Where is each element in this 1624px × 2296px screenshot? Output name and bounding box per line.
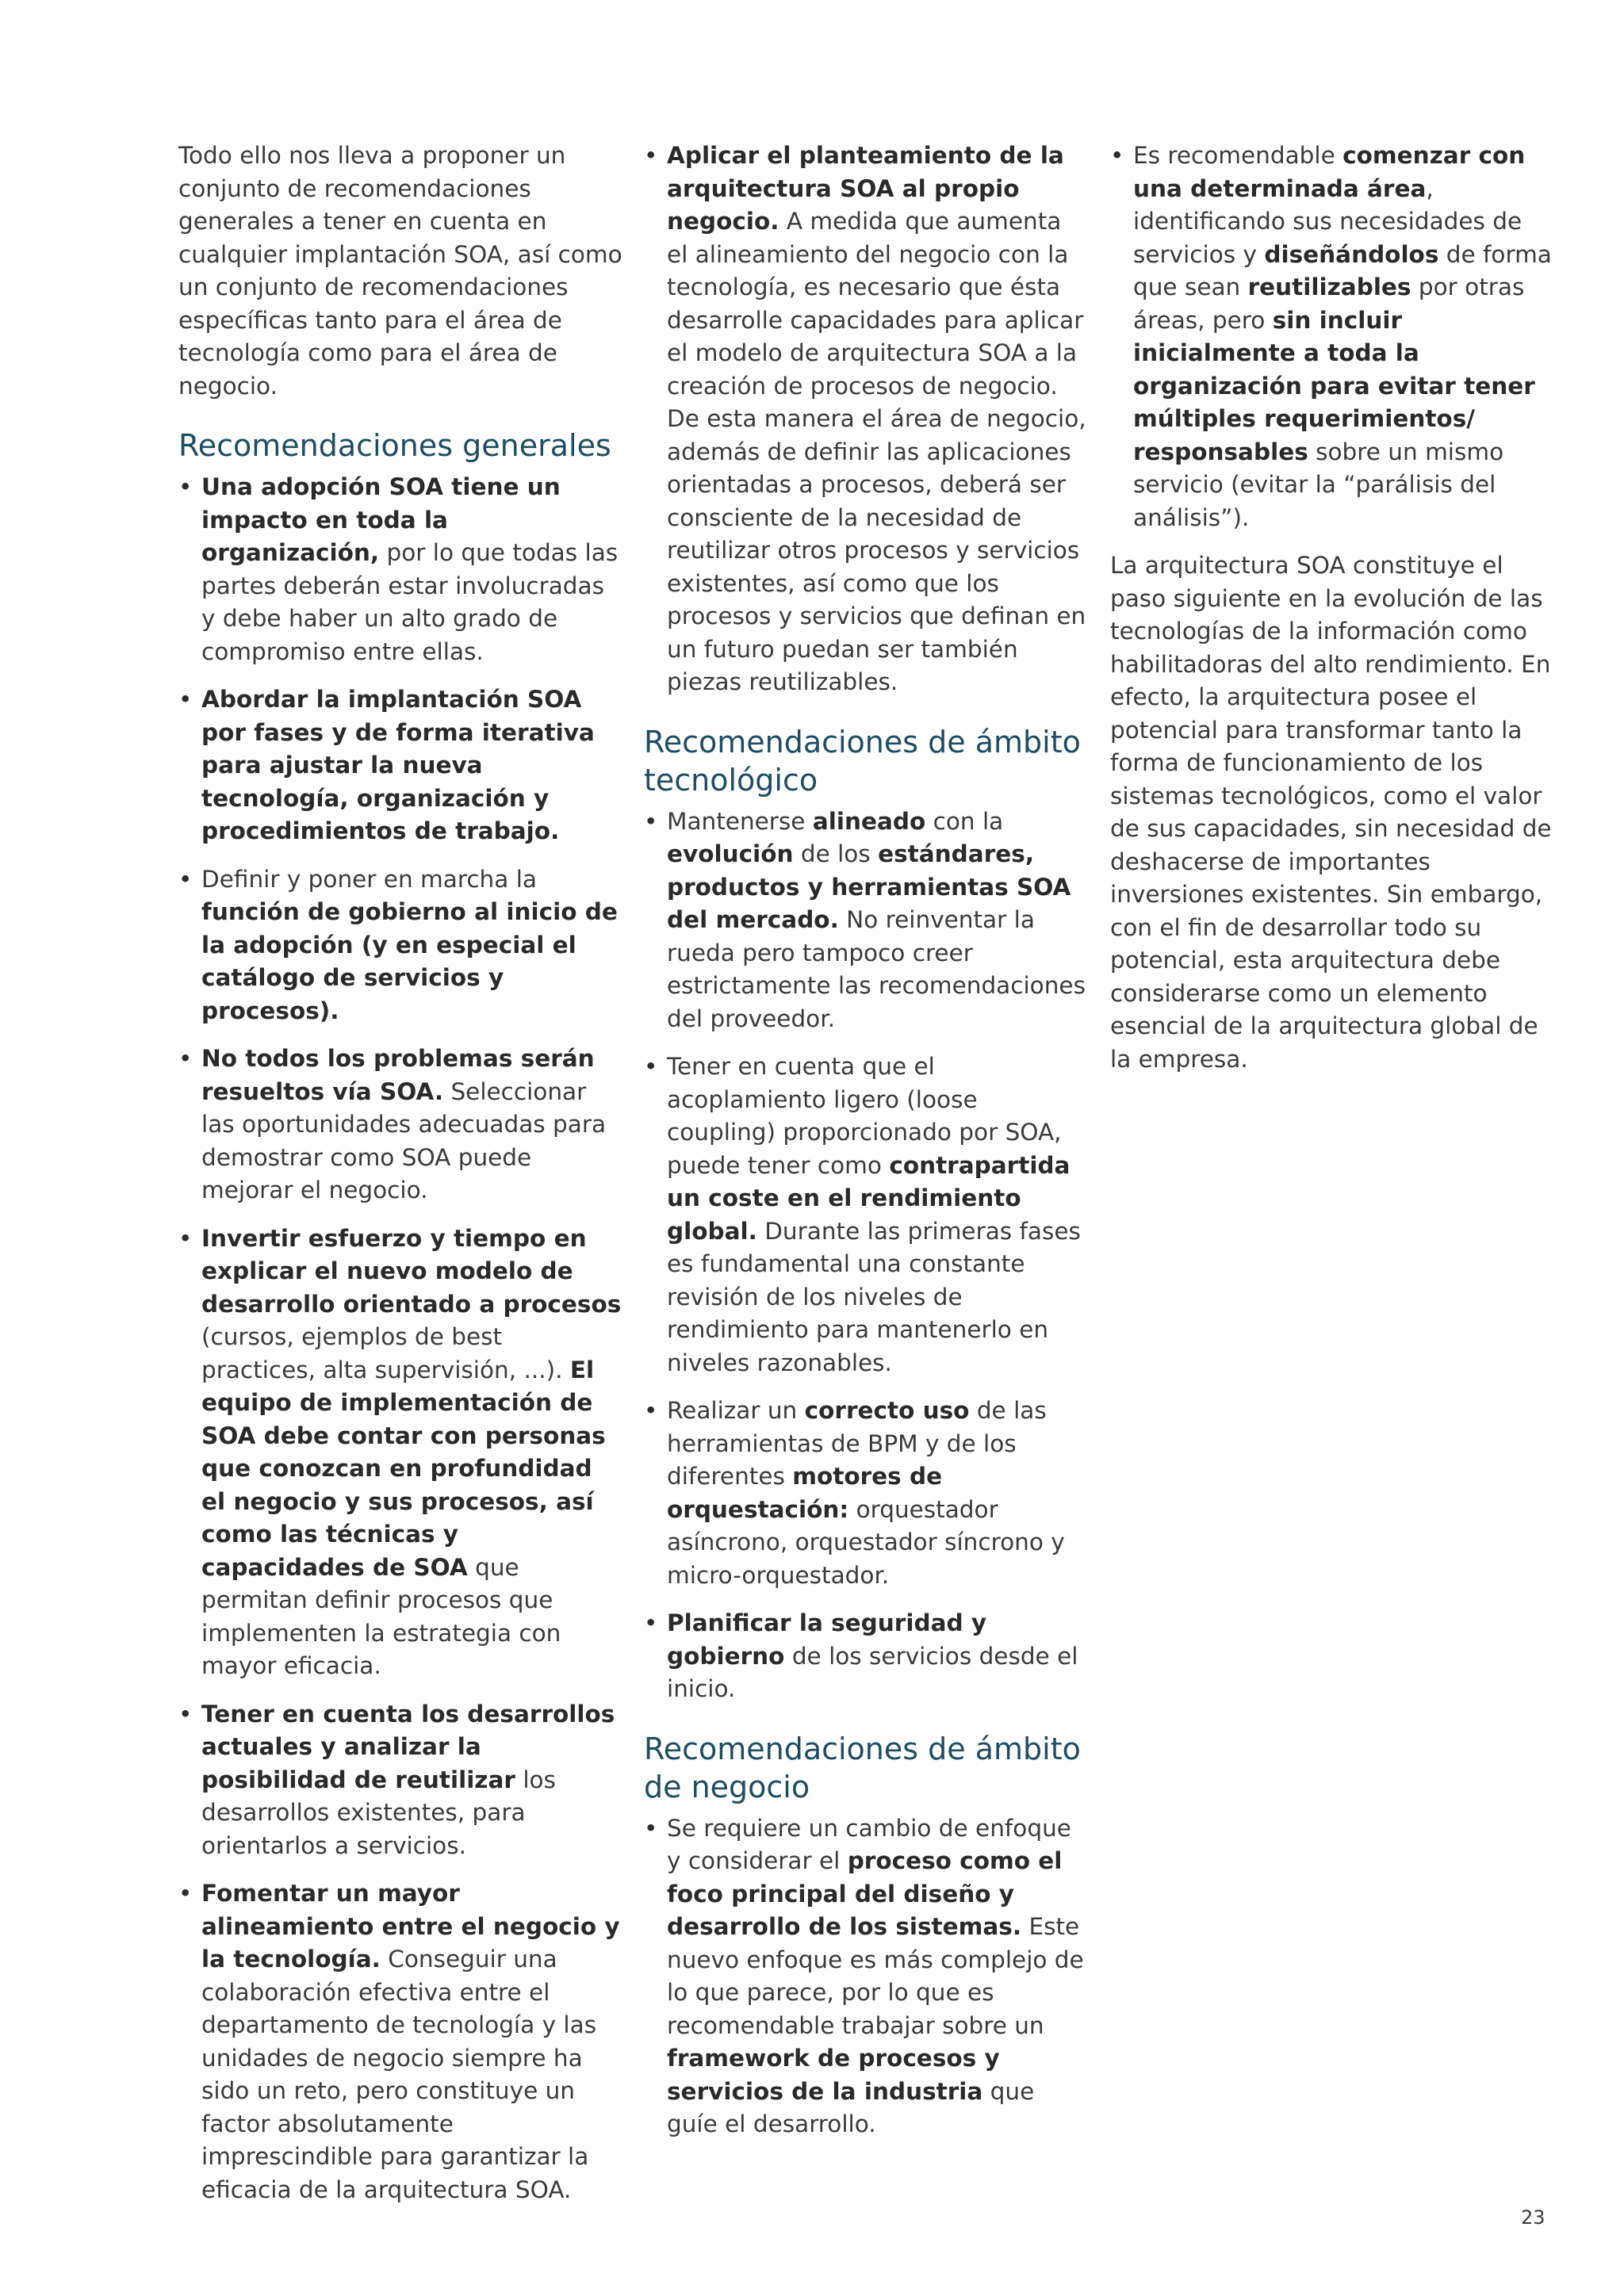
- text: que guíe el desarrollo.: [667, 2077, 1035, 2137]
- conclusion-paragraph: [1110, 549, 1554, 1076]
- business-recommendation-item: [1110, 140, 1554, 534]
- business-recommendation-item: [644, 1812, 1088, 2141]
- column-right: [1110, 140, 1554, 1089]
- bold-text: El equipo de implementación de SOA debe contar con personas que conozcan en profundidad el negocio y sus procesos, así como las técnicas y capacidades de SOA: [201, 1356, 606, 1581]
- text: , identificando sus necesidades de servicios y: [1133, 174, 1522, 268]
- text: Todo ello nos lleva a proponer un conjunto de recomendaciones generales a tener en cuenta en cualquier implantación SOA, así como un conjunto de recomendaciones específicas tanto para el área de tecnología como para el área de negocio.: [178, 142, 622, 400]
- general-recommendation-item: [178, 1223, 622, 1683]
- bold-text: contrapartida un coste en el rendimiento global.: [667, 1151, 1071, 1245]
- bold-text: motores de orquestación:: [667, 1463, 943, 1523]
- general-recommendation-item: [178, 1043, 622, 1207]
- text: A medida que aumenta el alineamiento del negocio con la tecnología, es necesario que ésta desarrolle capacidades para aplicar el modelo de arquitectura SOA a la creación de procesos de negocio. De esta manera el área de negocio, además de definir las aplicaciones orientadas a procesos, deberá ser consciente de la necesidad de reutilizar otros procesos y servicios existentes, así como que los procesos y servicios que definan en un futuro puedan ser también piezas reutilizables.: [667, 208, 1086, 695]
- text: orquestador asíncrono, orquestador síncrono y micro-orquestador.: [667, 1495, 1065, 1589]
- bold-text: Aplicar el planteamiento de la arquitectura SOA al propio negocio.: [667, 142, 1064, 235]
- bold-text: alineado: [812, 807, 926, 835]
- general-recommendation-item: [178, 863, 622, 1028]
- bold-text: correcto uso: [804, 1397, 970, 1424]
- bullet-icon: •: [644, 1397, 658, 1424]
- heading-technology-recommendations: Recomendaciones de ámbito tecnológico: [644, 724, 1081, 798]
- bold-text: comenzar con una determinada área: [1133, 142, 1526, 202]
- bullet-icon: •: [644, 1609, 658, 1636]
- heading-general-recommendations: Recomendaciones generales: [178, 428, 611, 463]
- page-number: 23: [1521, 2206, 1545, 2229]
- technology-recommendation-item: [644, 1607, 1088, 1706]
- heading-business-recommendations: Recomendaciones de ámbito de negocio: [644, 1731, 1081, 1804]
- bullet-icon: •: [644, 1814, 658, 1842]
- bold-text: estándares, productos y herramientas SOA del mercado.: [667, 840, 1071, 933]
- bullet-icon: •: [178, 473, 193, 500]
- intro-paragraph: [178, 140, 622, 403]
- bold-text: proceso como el foco principal del diseño y desarrollo de los sistemas.: [667, 1847, 1063, 1940]
- bullet-icon: •: [178, 1045, 193, 1072]
- bullet-icon: •: [178, 686, 193, 713]
- general-recommendation-item: [178, 1877, 622, 2206]
- bullet-icon: •: [178, 1700, 193, 1728]
- general-recommendation-item: [178, 683, 622, 848]
- text: que permitan definir procesos que implementen la estrategia con mayor eficacia.: [201, 1553, 561, 1679]
- general-recommendation-item: [178, 1698, 622, 1863]
- text: Definir y poner en marcha la: [201, 865, 537, 893]
- technology-recommendation-item: [644, 1050, 1088, 1380]
- text: No reinventar la rueda pero tampoco creer estrictamente las recomendaciones del proveedor.: [667, 906, 1086, 1032]
- text: sobre un mismo servicio (evitar la “parálisis del análisis”).: [1133, 438, 1504, 531]
- text: Realizar un: [667, 1397, 805, 1424]
- text: de los servicios desde el inicio.: [667, 1642, 1078, 1702]
- bold-text: Invertir esfuerzo y tiempo en explicar el nuevo modelo de desarrollo orientado a procesos: [201, 1224, 622, 1318]
- text: de los: [793, 840, 879, 867]
- text: Este nuevo enfoque es más complejo de lo que parece, por lo que es recomendable trabajar sobre un: [667, 1913, 1084, 2039]
- text: por lo que todas las partes deberán estar involucradas y debe haber un alto grado de compromiso entre ellas.: [201, 539, 619, 665]
- bold-text: diseñándolos: [1264, 240, 1439, 268]
- bold-text: framework de procesos y servicios de la industria: [667, 2045, 1000, 2105]
- bold-text: evolución: [667, 840, 794, 867]
- bullet-icon: •: [644, 142, 658, 169]
- text: Es recomendable: [1133, 142, 1343, 169]
- technology-recommendations-list: [644, 806, 1088, 1706]
- bold-text: función de gobierno al inicio de la adopción (y en especial el catálogo de servicios y procesos).: [201, 898, 618, 1024]
- technology-recommendation-item: [644, 1395, 1088, 1592]
- text: de las herramientas de BPM y de los diferentes: [667, 1397, 1047, 1490]
- bold-text: sin incluir inicialmente a toda la organización para evitar tener múltiples requerimientos/ responsables: [1133, 306, 1535, 465]
- text: La arquitectura SOA constituye el paso siguiente en la evolución de las tecnologías de la información como habilitadoras del alto rendimiento. En efecto, la arquitectura posee el potencial para transformar tanto la forma de funcionamiento de los sistemas tecnológicos, como el valor de sus capacidades, sin necesidad de deshacerse de importantes inversiones existentes. Sin embargo, con el fin de desarrollar todo su potencial, esta arquitectura debe considerarse como un elemento esencial de la arquitectura global de la empresa.: [1110, 552, 1552, 1073]
- text: de forma que sean: [1133, 240, 1552, 300]
- business-recommendations-list-continued: [1110, 140, 1554, 534]
- text: (cursos, ejemplos de best practices, alta supervisión, ...).: [201, 1323, 570, 1383]
- general-recommendation-item: [644, 140, 1088, 699]
- bold-text: Tener en cuenta los desarrollos actuales y analizar la posibilidad de reutilizar: [201, 1700, 615, 1793]
- general-recommendation-item: [178, 471, 622, 668]
- text: Tener en cuenta que el acoplamiento ligero (loose coupling) proporcionado por SOA, puede tener como: [667, 1053, 1062, 1179]
- bullet-icon: •: [644, 807, 658, 835]
- column-middle: [644, 140, 1088, 2156]
- general-recommendations-list: [178, 471, 622, 2206]
- bullet-icon: •: [644, 1053, 658, 1080]
- business-architecture-list: [644, 140, 1088, 699]
- text: Se requiere un cambio de enfoque y considerar el: [667, 1814, 1071, 1874]
- text: los desarrollos existentes, para orientarlos a servicios.: [201, 1766, 556, 1859]
- text: Conseguir una colaboración efectiva entre el departamento de tecnología y las unidades de negocio siempre ha sido un reto, pero constituye un factor absolutamente imprescindible para garantizar la eficacia de la arquitectura SOA.: [201, 1946, 597, 2203]
- bold-text: Una adopción SOA tiene un impacto en toda la organización,: [201, 473, 561, 566]
- bullet-icon: •: [178, 865, 193, 893]
- bold-text: reutilizables: [1247, 274, 1411, 300]
- bold-text: Abordar la implantación SOA por fases y de forma iterativa para ajustar la nueva tecnología, organización y procedimientos de trabajo.: [201, 686, 595, 844]
- bold-text: Planificar la seguridad y gobierno: [667, 1609, 987, 1670]
- text: por otras áreas, pero: [1133, 274, 1525, 334]
- text: Durante las primeras fases es fundamental una constante revisión de los niveles de rendimiento para mantenerlo en niveles razonables.: [667, 1217, 1081, 1376]
- bullet-icon: •: [178, 1880, 193, 1907]
- column-left: [178, 140, 622, 2221]
- business-recommendations-list: [644, 1812, 1088, 2141]
- text: con la: [925, 807, 1004, 835]
- text: Seleccionar las oportunidades adecuadas para demostrar como SOA puede mejorar el negocio.: [201, 1077, 607, 1203]
- bullet-icon: •: [1110, 142, 1124, 169]
- bold-text: No todos los problemas serán resueltos vía SOA.: [201, 1045, 595, 1105]
- bullet-icon: •: [178, 1224, 193, 1252]
- technology-recommendation-item: [644, 806, 1088, 1036]
- text: Mantenerse: [667, 807, 813, 835]
- bold-text: Fomentar un mayor alineamiento entre el negocio y la tecnología.: [201, 1880, 620, 1973]
